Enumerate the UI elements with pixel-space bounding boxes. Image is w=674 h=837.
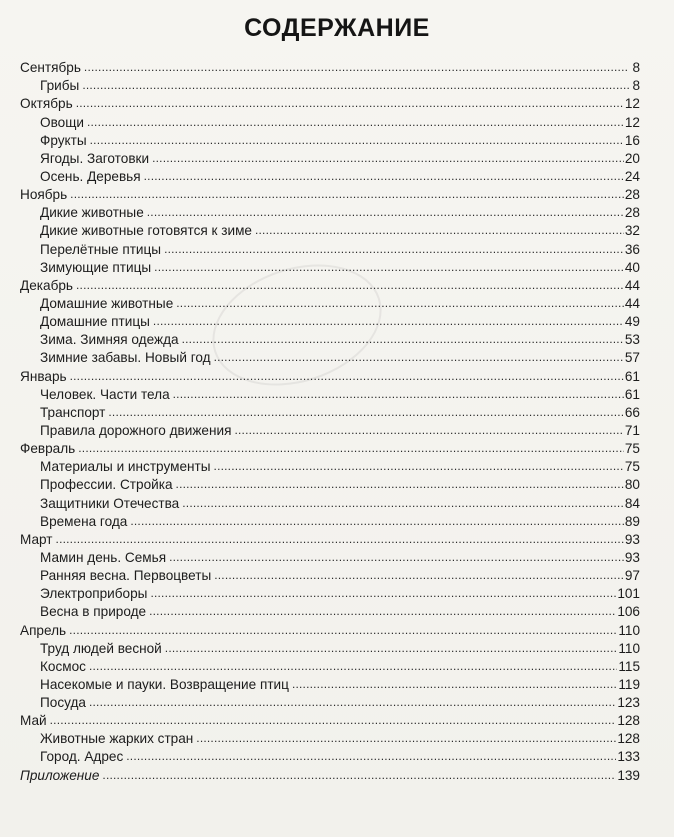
toc-entry-label: Январь <box>20 368 67 384</box>
toc-entry-row[interactable] <box>20 729 640 747</box>
toc-page-number: 75 <box>624 441 640 457</box>
dot-leader <box>85 115 624 131</box>
table-of-contents <box>20 58 640 784</box>
toc-entry-label: Грибы <box>40 78 80 94</box>
toc-entry-row[interactable] <box>20 403 640 421</box>
toc-entry-label: Май <box>20 713 47 729</box>
toc-page-number: 110 <box>618 640 640 656</box>
toc-section-row[interactable] <box>20 765 640 783</box>
toc-entry-row[interactable] <box>20 203 640 221</box>
toc-page-number: 32 <box>624 223 640 239</box>
dot-leader <box>74 96 624 112</box>
toc-entry-label: Зимние забавы. Новый год <box>40 350 211 366</box>
toc-entry-label: Зимующие птицы <box>40 259 152 275</box>
toc-entry-row[interactable] <box>20 548 640 566</box>
toc-entry-label: Ноябрь <box>20 187 68 203</box>
toc-entry-label: Ранняя весна. Первоцветы <box>40 568 212 584</box>
toc-entry-row[interactable] <box>20 693 640 711</box>
toc-entry-label: Овощи <box>40 114 84 130</box>
toc-page-number: 49 <box>624 314 640 330</box>
toc-entry-label: Ягоды. Заготовки <box>40 150 150 166</box>
dot-leader <box>128 514 624 530</box>
toc-page-number: 28 <box>624 187 640 203</box>
toc-entry-label: Апрель <box>20 622 67 638</box>
toc-page-number: 101 <box>617 586 640 602</box>
dot-leader <box>194 731 616 747</box>
toc-entry-label: Мамин день. Семья <box>40 549 167 565</box>
toc-entry-row[interactable] <box>20 330 640 348</box>
toc-page-number: 133 <box>617 749 640 765</box>
dot-leader <box>76 441 624 457</box>
toc-page-number: 53 <box>624 332 640 348</box>
toc-section-row[interactable] <box>20 620 640 638</box>
dot-leader <box>151 314 624 330</box>
toc-entry-row[interactable] <box>20 475 640 493</box>
dot-leader <box>106 405 624 421</box>
page-title: СОДЕРЖАНИЕ <box>244 14 430 42</box>
dot-leader <box>174 296 624 312</box>
dot-leader <box>88 133 624 149</box>
toc-page-number: 128 <box>617 731 640 747</box>
toc-entry-label: Домашние животные <box>40 295 174 311</box>
dot-leader <box>212 459 624 475</box>
toc-entry-label: Октябрь <box>20 96 73 112</box>
dot-leader <box>253 223 624 239</box>
toc-entry-label: Перелётные птицы <box>40 241 162 257</box>
toc-page-number: 80 <box>624 477 640 493</box>
toc-page-number: 20 <box>624 150 640 166</box>
toc-page-number: 44 <box>624 295 640 311</box>
toc-entry-label: Космос <box>40 658 86 674</box>
toc-entry-row[interactable] <box>20 149 640 167</box>
toc-page-number: 24 <box>624 168 640 184</box>
dot-leader <box>68 369 624 385</box>
toc-entry-row[interactable] <box>20 747 640 765</box>
toc-page-number: 106 <box>617 604 640 620</box>
dot-leader <box>180 332 624 348</box>
dot-leader <box>148 586 616 602</box>
toc-page-number: 110 <box>618 622 640 638</box>
toc-page-number: 123 <box>617 695 640 711</box>
toc-entry-label: Домашние птицы <box>40 314 150 330</box>
toc-entry-label: Транспорт <box>40 404 106 420</box>
dot-leader <box>180 496 624 512</box>
dot-leader <box>163 641 618 657</box>
toc-entry-label: Март <box>20 531 53 547</box>
dot-leader <box>82 60 629 76</box>
dot-leader <box>100 768 616 784</box>
toc-entry-label: Февраль <box>20 441 76 457</box>
dot-leader <box>54 532 624 548</box>
dot-leader <box>212 568 624 584</box>
toc-entry-label: Времена года <box>40 513 128 529</box>
toc-page-number: 40 <box>624 259 640 275</box>
toc-entry-row[interactable] <box>20 385 640 403</box>
dot-leader <box>152 260 624 276</box>
toc-entry-label: Труд людей весной <box>40 640 162 656</box>
toc-entry-label: Посуда <box>40 695 86 711</box>
toc-entry-label: Животные жарких стран <box>40 731 194 747</box>
toc-entry-label: Декабрь <box>20 277 74 293</box>
toc-entry-label: Материалы и инструменты <box>40 459 211 475</box>
toc-entry-row[interactable] <box>20 76 640 94</box>
toc-page-number: 84 <box>624 495 640 511</box>
toc-entry-label: Фрукты <box>40 132 87 148</box>
toc-page-number: 44 <box>624 277 640 293</box>
toc-page-number: 16 <box>624 132 640 148</box>
toc-entry-row[interactable] <box>20 657 640 675</box>
toc-entry-label: Человек. Части тела <box>40 386 170 402</box>
toc-entry-row[interactable] <box>20 348 640 366</box>
toc-entry-row[interactable] <box>20 566 640 584</box>
toc-entry-label: Защитники Отечества <box>40 495 180 511</box>
dot-leader <box>212 350 624 366</box>
toc-entry-row[interactable] <box>20 512 640 530</box>
dot-leader <box>150 151 624 167</box>
toc-entry-row[interactable] <box>20 258 640 276</box>
dot-leader <box>147 604 616 620</box>
toc-page-number: 75 <box>624 459 640 475</box>
toc-section-row[interactable] <box>20 276 640 294</box>
toc-page-number: 128 <box>617 713 640 729</box>
toc-section-row[interactable] <box>20 185 640 203</box>
toc-page-number: 119 <box>618 676 640 692</box>
toc-entry-row[interactable] <box>20 312 640 330</box>
dot-leader <box>145 205 624 221</box>
toc-entry-row[interactable] <box>20 294 640 312</box>
dot-leader <box>290 677 617 693</box>
toc-entry-label: Город. Адрес <box>40 749 124 765</box>
toc-entry-row[interactable] <box>20 602 640 620</box>
dot-leader <box>232 423 623 439</box>
dot-leader <box>167 550 624 566</box>
toc-entry-label: Электроприборы <box>40 586 148 602</box>
toc-entry-label: Дикие животные готовятся к зиме <box>40 223 252 239</box>
toc-entry-label: Насекомые и пауки. Возвращение птиц <box>40 676 289 692</box>
toc-page-number: 28 <box>624 205 640 221</box>
toc-page-number: 12 <box>624 114 640 130</box>
dot-leader <box>80 78 629 94</box>
toc-page-number: 8 <box>632 60 640 76</box>
dot-leader <box>162 242 624 258</box>
toc-entry-row[interactable] <box>20 639 640 657</box>
toc-page-number: 139 <box>617 767 640 783</box>
toc-section-row[interactable] <box>20 94 640 112</box>
dot-leader <box>171 387 624 403</box>
toc-page-number: 36 <box>624 241 640 257</box>
toc-entry-row[interactable] <box>20 112 640 130</box>
dot-leader <box>142 169 624 185</box>
toc-page-number: 97 <box>624 568 640 584</box>
toc-page-number: 61 <box>624 368 640 384</box>
toc-page-number: 12 <box>624 96 640 112</box>
toc-entry-row[interactable] <box>20 239 640 257</box>
toc-entry-label: Зима. Зимняя одежда <box>40 332 179 348</box>
toc-entry-row[interactable] <box>20 131 640 149</box>
toc-section-row[interactable] <box>20 711 640 729</box>
dot-leader <box>87 659 617 675</box>
dot-leader <box>67 623 617 639</box>
dot-leader <box>124 749 616 765</box>
dot-leader <box>87 695 616 711</box>
toc-page-number: 8 <box>632 78 640 94</box>
toc-page-number: 93 <box>624 549 640 565</box>
toc-entry-label: Осень. Деревья <box>40 168 141 184</box>
toc-entry-label: Дикие животные <box>40 205 144 221</box>
toc-entry-row[interactable] <box>20 421 640 439</box>
toc-entry-row[interactable] <box>20 221 640 239</box>
toc-page-number: 115 <box>618 658 640 674</box>
toc-section-row[interactable] <box>20 366 640 384</box>
toc-entry-label: Весна в природе <box>40 604 147 620</box>
toc-page-number: 61 <box>624 386 640 402</box>
dot-leader <box>48 713 617 729</box>
toc-page-number: 89 <box>624 513 640 529</box>
toc-page-number: 66 <box>624 404 640 420</box>
toc-entry-label: Правила дорожного движения <box>40 422 232 438</box>
toc-entry-row[interactable] <box>20 675 640 693</box>
toc-section-row[interactable] <box>20 439 640 457</box>
toc-page-number: 71 <box>624 422 640 438</box>
toc-entry-row[interactable] <box>20 167 640 185</box>
toc-section-row[interactable] <box>20 530 640 548</box>
toc-page-number: 93 <box>624 531 640 547</box>
dot-leader <box>174 477 624 493</box>
toc-entry-row[interactable] <box>20 584 640 602</box>
toc-section-row[interactable] <box>20 58 640 76</box>
toc-page-number: 57 <box>624 350 640 366</box>
toc-entry-row[interactable] <box>20 493 640 511</box>
dot-leader <box>74 278 624 294</box>
toc-entry-label: Профессии. Стройка <box>40 477 173 493</box>
dot-leader <box>68 187 624 203</box>
toc-entry-label: Сентябрь <box>20 60 81 76</box>
toc-entry-row[interactable] <box>20 457 640 475</box>
toc-entry-label: Приложение <box>20 767 100 783</box>
